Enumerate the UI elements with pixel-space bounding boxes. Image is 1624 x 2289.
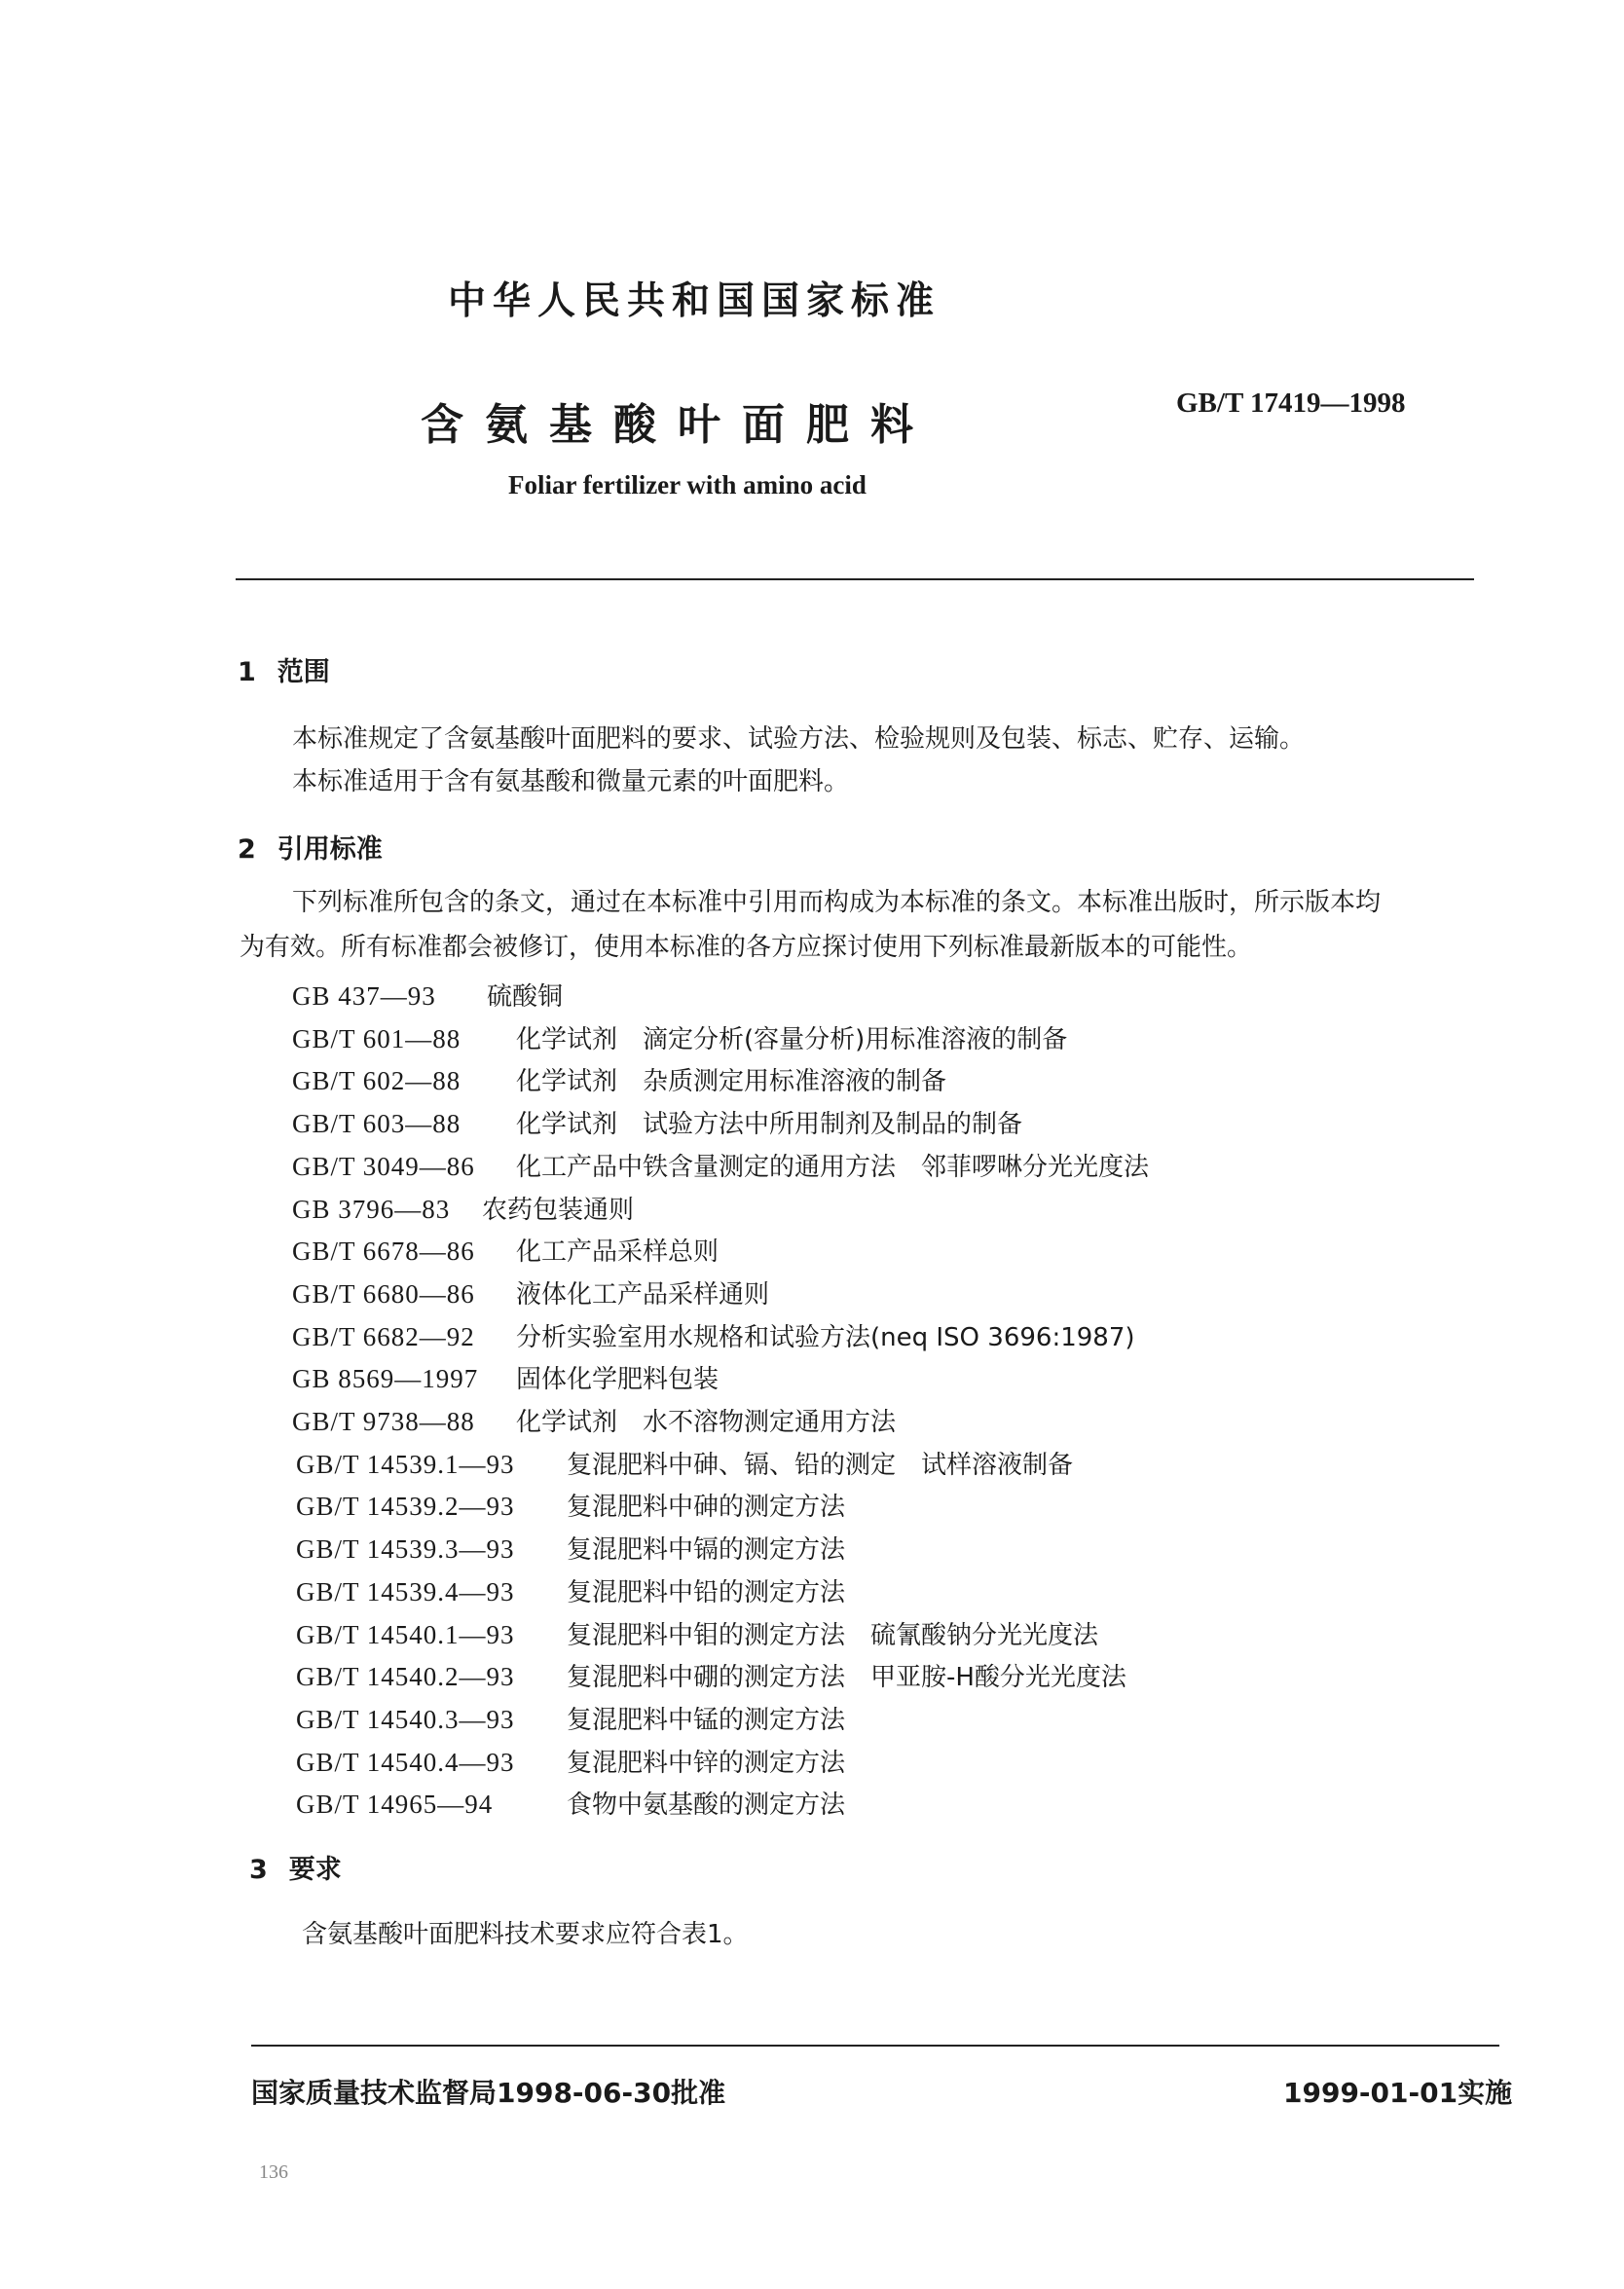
section-1-heading [238, 650, 330, 688]
section-2-paragraph-1: 下列标准所包含的条文，通过在本标准中引用而构成为本标准的条文。本标准出版时，所示版本均 [292, 888, 1382, 917]
reference-item [292, 1317, 1135, 1353]
standard-code: GB/T 17419—1998 [1176, 388, 1406, 419]
section-2-title: 引用标准 [277, 834, 383, 865]
approval-note: 国家质量技术监督局1998-06-30批准 [251, 2077, 726, 2109]
reference-title: 固体化学肥料包装 [516, 1365, 720, 1394]
reference-title: 复混肥料中砷的测定方法 [567, 1493, 846, 1522]
reference-title: 复混肥料中锰的测定方法 [567, 1706, 846, 1735]
reference-item [292, 1232, 719, 1268]
reference-title: 复混肥料中铅的测定方法 [567, 1578, 846, 1607]
reference-code: GB/T 14539.2—93 [296, 1492, 515, 1521]
reference-code: GB/T 601—88 [292, 1024, 461, 1053]
reference-item [292, 977, 563, 1013]
footer-divider [251, 2045, 1499, 2047]
reference-title: 硫酸铜 [487, 982, 564, 1012]
section-2-paragraph-2: 为有效。所有标准都会被修订，使用本标准的各方应探讨使用下列标准最新版本的可能性。 [240, 933, 1253, 962]
effective-date: 1999-01-01实施 [1283, 2077, 1513, 2109]
section-1-title: 范围 [277, 657, 330, 687]
reference-code: GB/T 14965—94 [296, 1790, 494, 1819]
section-1-number: 1 [238, 657, 256, 687]
reference-title: 农药包装通则 [482, 1196, 635, 1225]
reference-code: GB/T 14540.3—93 [296, 1705, 515, 1734]
national-standard-heading: 中华人民共和国国家标准 [448, 279, 941, 323]
reference-title: 化学试剂 水不溶物测定通用方法 [516, 1408, 897, 1437]
reference-code: GB/T 6680—86 [292, 1279, 475, 1309]
reference-title: 分析实验室用水规格和试验方法(neq ISO 3696:1987) [516, 1323, 1135, 1352]
reference-code: GB 8569—1997 [292, 1364, 479, 1393]
reference-item [296, 1785, 845, 1821]
reference-item [292, 1104, 1022, 1140]
section-3-number: 3 [249, 1855, 268, 1885]
reference-item [292, 1061, 946, 1097]
reference-code: GB/T 14539.4—93 [296, 1577, 515, 1606]
reference-code: GB/T 6678—86 [292, 1237, 475, 1266]
document-title: 含氨基酸叶面肥料 [421, 400, 935, 450]
reference-title: 化学试剂 滴定分析(容量分析)用标准溶液的制备 [516, 1025, 1068, 1054]
reference-title: 复混肥料中锌的测定方法 [567, 1749, 846, 1778]
reference-code: GB/T 9738—88 [292, 1407, 475, 1436]
header-divider [236, 578, 1474, 580]
reference-item [296, 1615, 1098, 1651]
reference-code: GB 437—93 [292, 981, 436, 1011]
reference-title: 化学试剂 试验方法中所用制剂及制品的制备 [516, 1110, 1023, 1139]
reference-title: 化学试剂 杂质测定用标准溶液的制备 [516, 1067, 947, 1096]
reference-title: 复混肥料中镉的测定方法 [567, 1535, 846, 1565]
reference-code: GB/T 3049—86 [292, 1152, 475, 1181]
reference-item [296, 1487, 845, 1523]
section-3-paragraph-1: 含氨基酸叶面肥料技术要求应符合表1。 [302, 1920, 749, 1949]
reference-item [292, 1147, 1149, 1183]
reference-item [292, 1402, 896, 1438]
page-number: 136 [259, 2161, 288, 2183]
reference-item [296, 1572, 845, 1608]
reference-code: GB/T 14539.1—93 [296, 1450, 515, 1479]
reference-code: GB/T 14539.3—93 [296, 1534, 515, 1564]
section-2-number: 2 [238, 834, 256, 865]
reference-code: GB 3796—83 [292, 1195, 451, 1224]
document-title-english: Foliar fertilizer with amino acid [508, 470, 867, 499]
section-3-title: 要求 [288, 1855, 342, 1885]
reference-item [292, 1359, 719, 1395]
reference-item [292, 1019, 1067, 1055]
reference-title: 复混肥料中钼的测定方法 硫氰酸钠分光光度法 [567, 1621, 1099, 1650]
reference-item [296, 1700, 845, 1736]
reference-item [296, 1657, 1126, 1693]
reference-code: GB/T 14540.2—93 [296, 1662, 515, 1691]
section-2-heading [238, 828, 383, 866]
reference-item [296, 1445, 1073, 1481]
reference-title: 化工产品采样总则 [516, 1237, 720, 1267]
reference-item [292, 1190, 634, 1226]
reference-code: GB/T 602—88 [292, 1066, 461, 1095]
reference-title: 食物中氨基酸的测定方法 [567, 1791, 846, 1820]
section-3-heading [249, 1848, 342, 1886]
section-1-paragraph-1: 本标准规定了含氨基酸叶面肥料的要求、试验方法、检验规则及包装、标志、贮存、运输。 [292, 724, 1306, 754]
reference-code: GB/T 14540.1—93 [296, 1620, 515, 1649]
reference-code: GB/T 14540.4—93 [296, 1748, 515, 1777]
reference-title: 化工产品中铁含量测定的通用方法 邻菲啰啉分光光度法 [516, 1153, 1150, 1182]
reference-code: GB/T 603—88 [292, 1109, 461, 1138]
reference-title: 复混肥料中砷、镉、铅的测定 试样溶液制备 [567, 1451, 1074, 1480]
reference-code: GB/T 6682—92 [292, 1322, 475, 1351]
reference-title: 复混肥料中硼的测定方法 甲亚胺-H酸分光光度法 [567, 1663, 1126, 1692]
reference-item [296, 1530, 845, 1566]
reference-title: 液体化工产品采样通则 [516, 1280, 770, 1310]
reference-item [292, 1274, 769, 1311]
section-1-paragraph-2: 本标准适用于含有氨基酸和微量元素的叶面肥料。 [292, 767, 850, 796]
reference-item [296, 1743, 845, 1779]
